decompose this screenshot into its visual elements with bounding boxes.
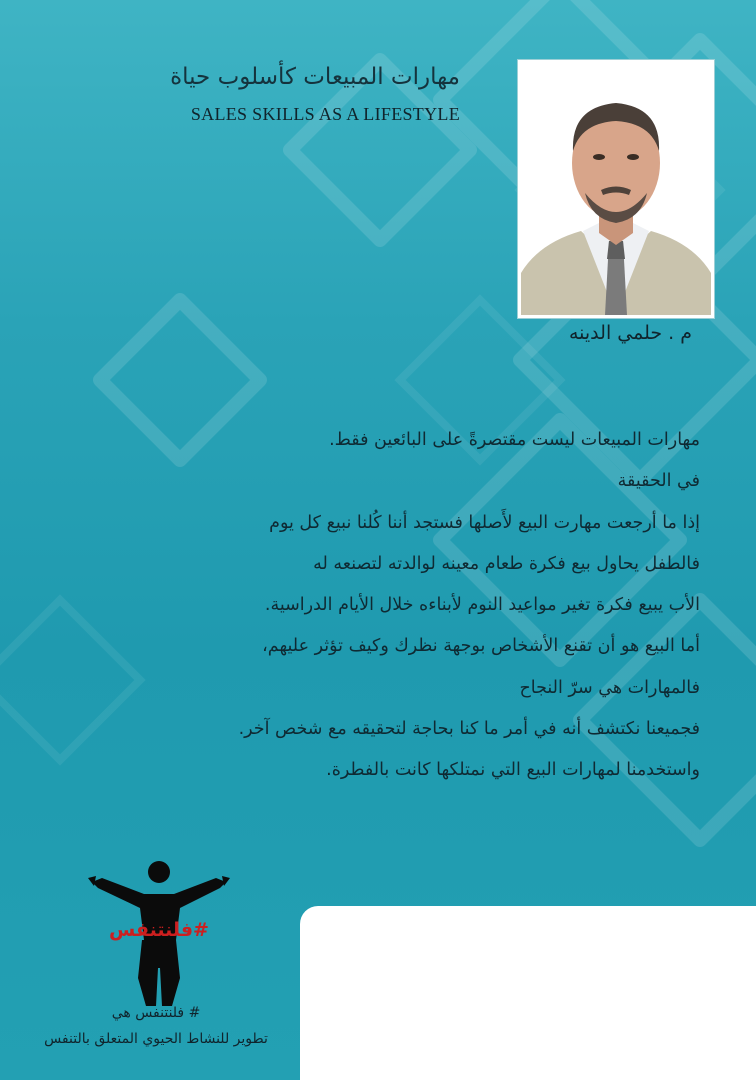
body-line: فالطفل يحاول بيع فكرة طعام معينه لوالدته لتصنعه له <box>313 553 700 574</box>
author-name: م . حلمي الدينه <box>568 322 692 344</box>
blank-panel <box>300 906 756 1080</box>
breathing-person-logo <box>84 858 234 1008</box>
body-line: واستخدمنا لمهارات البيع التي نمتلكها كانت بالفطرة. <box>326 760 700 781</box>
article-body <box>40 420 700 792</box>
tagline-line1: # فلنتنفس هي <box>111 1005 201 1021</box>
tagline-line2: تطوير للنشاط الحيوي المتعلق بالتنفس <box>44 1031 268 1047</box>
body-line: مهارات المبيعات ليست مقتصرةً على البائعين فقط. <box>329 430 700 450</box>
author-portrait-illustration <box>521 63 711 315</box>
logo-tagline <box>20 1000 292 1052</box>
hashtag-text: #فلنتنفس <box>109 919 209 941</box>
body-line: أما البيع هو أن تقنع الأشخاص بوجهة نظرك وكيف تؤثر عليهم، <box>262 636 700 657</box>
body-line: فجميعنا نكتشف أنه في أمر ما كنا بحاجة لتحقيقه مع شخص آخر. <box>238 719 700 740</box>
title-arabic: مهارات المبيعات كأسلوب حياة <box>170 64 460 90</box>
body-line: الأب يبيع فكرة تغير مواعيد النوم لأبناءه خلال الأيام الدراسية. <box>264 595 700 616</box>
body-line: فالمهارات هي سرّ النجاح <box>519 677 700 698</box>
title-english: SALES SKILLS AS A LIFESTYLE <box>190 104 460 124</box>
body-line: إذا ما أرجعت مهارت البيع لأَصلها فستجد أننا كُلنا نبيع كل يوم <box>269 512 700 533</box>
author-photo <box>518 60 714 318</box>
body-line: في الحقيقة <box>617 471 700 492</box>
